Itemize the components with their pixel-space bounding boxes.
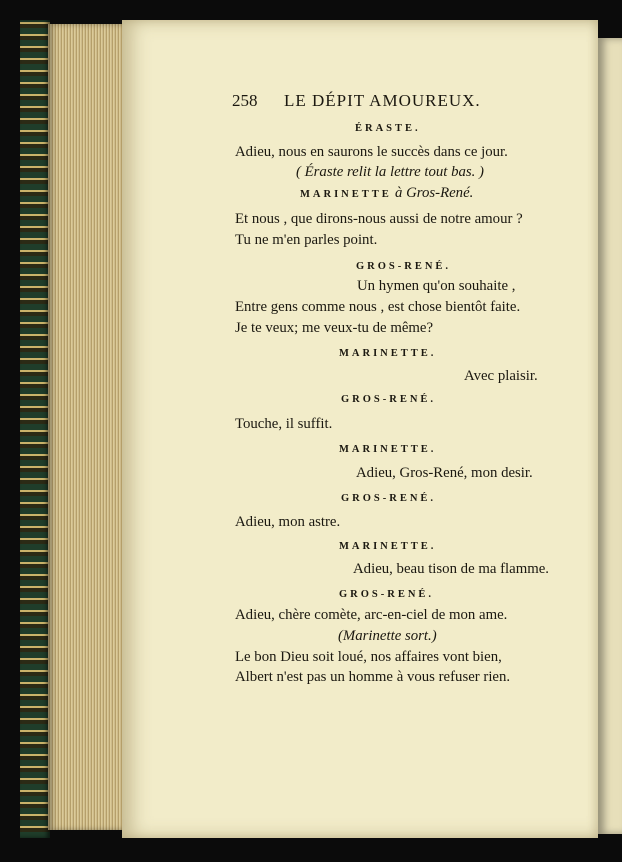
verse-line: Adieu, mon astre. xyxy=(235,514,341,530)
speaker-marinette: MARINETTE. xyxy=(339,348,437,359)
verse-line: Adieu, chère comète, arc-en-ciel de mon ame. xyxy=(235,607,508,623)
speaker-marinette: MARINETTE xyxy=(300,189,392,200)
verse-line: Le bon Dieu soit loué, nos affaires vont bien, xyxy=(235,649,502,665)
verse-line: Tu ne m'en parles point. xyxy=(235,232,378,248)
stage-direction: (Marinette sort.) xyxy=(338,628,437,644)
running-title: LE DÉPIT AMOUREUX. xyxy=(284,91,481,110)
book-spine xyxy=(20,20,50,838)
speaker-marinette: MARINETTE. xyxy=(339,541,437,552)
speaker-gros-rene: GROS-RENÉ. xyxy=(341,394,437,405)
verse-line: Un hymen qu'on souhaite , xyxy=(357,278,516,294)
verse-line: Albert n'est pas un homme à vous refuser rien. xyxy=(235,669,511,685)
speaker-gros-rene: GROS-RENÉ. xyxy=(341,493,437,504)
page-number: 258 xyxy=(232,91,258,110)
verse-line: Touche, il suffit. xyxy=(235,416,333,432)
verse-line: Et nous , que dirons-nous aussi de notre amour ? xyxy=(235,211,523,227)
facing-page-edge xyxy=(598,38,622,834)
speaker-gros-rene: GROS-RENÉ. xyxy=(339,589,435,600)
book-page xyxy=(122,20,598,838)
verse-line: Adieu, beau tison de ma flamme. xyxy=(353,561,550,577)
verse-line: Adieu, Gros-René, mon desir. xyxy=(356,465,533,481)
speaker-marinette: MARINETTE. xyxy=(339,444,437,455)
stage-direction: ( Éraste relit la lettre tout bas. ) xyxy=(296,164,484,180)
verse-line: Adieu, nous en saurons le succès dans ce jour. xyxy=(235,144,508,160)
verse-line: Avec plaisir. xyxy=(464,368,538,384)
verse-line: Je te veux; me veux-tu de même? xyxy=(235,320,434,336)
verse-line: Entre gens comme nous , est chose bientôt faite. xyxy=(235,299,521,315)
stage-direction-addressee: à Gros-René. xyxy=(395,185,474,201)
speaker-gros-rene: GROS-RENÉ. xyxy=(356,261,452,272)
page-edges xyxy=(48,24,130,830)
speaker-eraste: ÉRASTE. xyxy=(355,123,421,134)
